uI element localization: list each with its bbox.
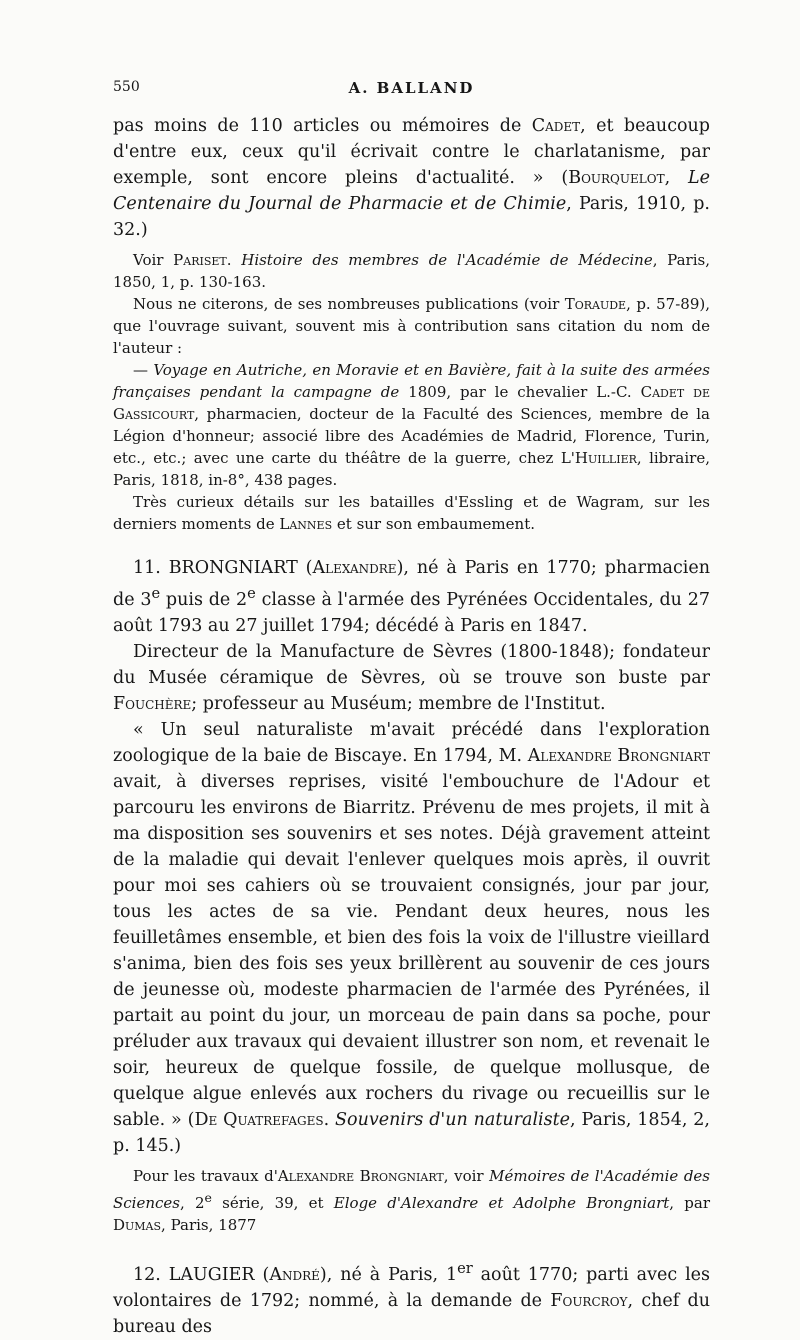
note-voyage: — Voyage en Autriche, en Moravie et en Bavière, fait à la suite des armées françaises pendant la campagne de 1809, par le chevalier L.-C. Cadet de Gassicourt, pharmacien, docteur de la Faculté des Sciences, membre de la Légion d'honneur; associé libre des Académies de Madrid, Florence, Turin, etc., etc.; avec une carte du théâtre de la guerre, chez L'Huillier, libraire, Paris, 1818, in-8°, 438 pages.: [113, 361, 710, 489]
quote-continuation-paragraph: pas moins de 110 articles ou mémoires de Cadet, et beaucoup d'entre eux, ceux qu'il écrivait contre le charlatanisme, par exemple, sont encore pleins d'actualité. » (Bourquelot, Le Centenaire du Journal de Pharmacie et de Chimie, Paris, 1910, p. 32.): [113, 116, 711, 240]
note-publications: Nous ne citerons, de ses nombreuses publications (voir Toraude, p. 57-89), que l'ouvrage suivant, souvent mis à contribution sans citation du nom de l'auteur :: [113, 295, 711, 357]
running-head: A. BALLAND: [348, 79, 475, 97]
note-details: Très curieux détails sur les batailles d'Essling et de Wagram, sur les derniers moments de Lannes et sur son embaumement.: [113, 493, 710, 533]
entry-11-quote: « Un seul naturaliste m'avait précédé dans l'exploration zoologique de la baie de Biscaye. En 1794, M. Alexandre Brongniart avait, à diverses reprises, visité l'embouchure de l'Adour et parcouru les environs de Biarritz. Prévenu de mes projets, il mit à ma disposition ses souvenirs et ses notes. Déjà gravement atteint de la maladie qui devait l'enlever quelques mois après, il ouvrit pour moi ses cahiers où se trouvaient consignés, jour par jour, tous les actes de sa vie. Pendant deux heures, nous les feuilletâmes ensemble, et bien des fois la voix de l'illustre vieillard s'anima, bien des fois ses yeux brillèrent au souvenir de ces jours de jeunesse où, modeste pharmacien de l'armée des Pyrénées, il partait au point du jour, un morceau de pain dans sa poche, pour préluder aux travaux qui devaient illustrer son nom, et revenait le soir, heureux de quelque fossile, de quelque mollusque, de quelque algue enlevés aux rochers du rivage ou recueillis sur le sable. » (De Quatrefages. Souvenirs d'un naturaliste, Paris, 1854, 2, p. 145.): [113, 719, 710, 1156]
entry-12-laugier: 12. LAUGIER (André), né à Paris, 1er août 1770; parti avec les volontaires de 1792; nommé, à la demande de Fourcroy, chef du bureau des: [113, 1259, 711, 1337]
page-number: 550: [113, 79, 140, 95]
page-body: [113, 113, 710, 1340]
note-brongniart-works: Pour les travaux d'Alexandre Brongniart, voir Mémoires de l'Académie des Sciences, 2e série, 39, et Eloge d'Alexandre et Adolphe Brongniart, par Dumas, Paris, 1877: [113, 1166, 710, 1234]
entry-11-brongniart: 11. BRONGNIART (Alexandre), né à Paris en 1770; pharmacien de 3e puis de 2e classe à l'armée des Pyrénées Occidentales, du 27 août 1793 au 27 juillet 1794; décédé à Paris en 1847.: [113, 558, 710, 636]
entry-11-functions: Directeur de la Manufacture de Sèvres (1800-1848); fondateur du Musée céramique de Sèvres, où se trouve son buste par Fouchère; professeur au Muséum; membre de l'Institut.: [113, 641, 710, 714]
page-header: [113, 79, 710, 99]
note-pariset: Voir Pariset. Histoire des membres de l'Académie de Médecine, Paris, 1850, 1, p. 130-163.: [113, 251, 710, 291]
